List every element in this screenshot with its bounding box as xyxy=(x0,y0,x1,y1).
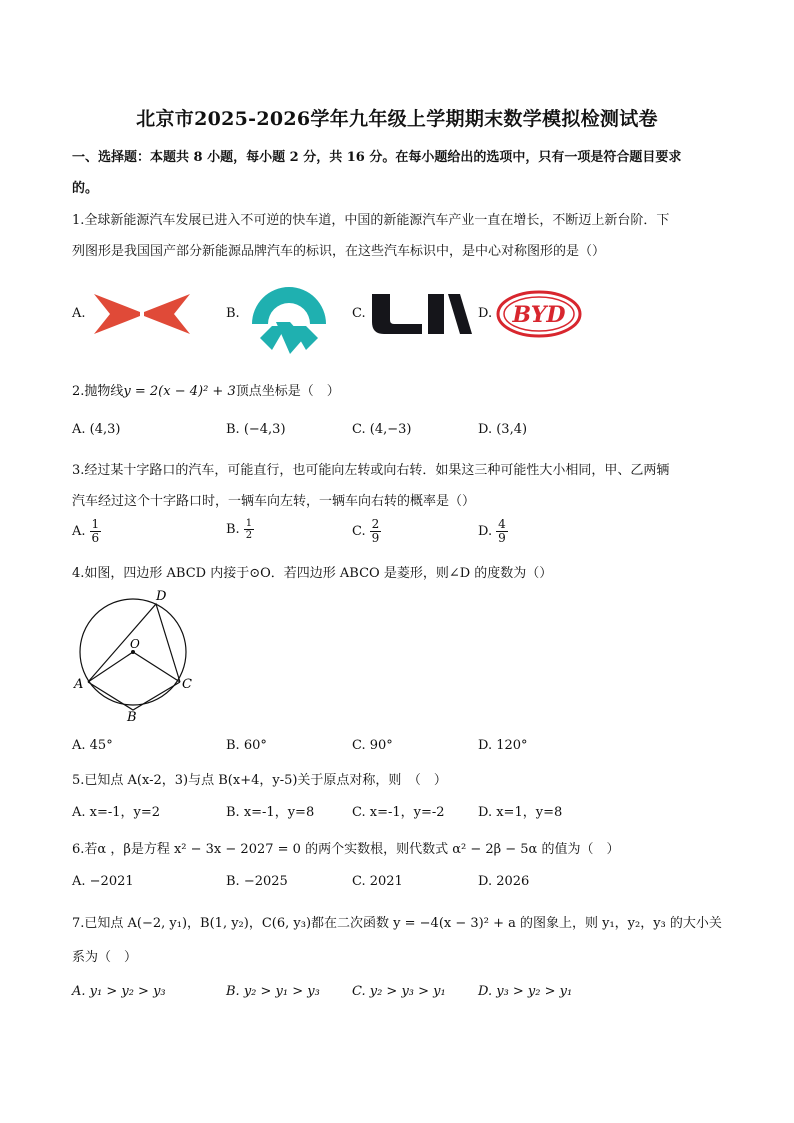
q3-b-denominator: 2 xyxy=(245,530,253,541)
q3-a-numerator: 1 xyxy=(91,517,100,531)
q7-option-a: A. y₁ > y₂ > y₃ xyxy=(72,984,166,999)
q2-suffix: 顶点坐标是（ ） xyxy=(235,384,340,399)
q1-option-c-label: C. xyxy=(352,306,366,321)
nio-logo-icon xyxy=(246,276,332,354)
q3-d-numerator: 4 xyxy=(498,517,506,531)
q2-option-a: A. (4,3) xyxy=(72,422,121,437)
q2-option-c: C. (4,−3) xyxy=(352,422,412,437)
q3-text-line1: 3.经过某十字路口的汽车，可能直行，也可能向左转或向右转．如果这三种可能性大小相同，甲、乙两辆 xyxy=(72,463,670,478)
q7-option-d: D. y₃ > y₂ > y₁ xyxy=(478,984,573,999)
q2-formula: y = 2(x − 4)² + 3 xyxy=(123,384,236,399)
q1-text-line2: 列图形是我国国产部分新能源品牌汽车的标识，在这些汽车标识中，是中心对称图形的是（） xyxy=(72,244,606,259)
lixiang-logo-icon xyxy=(370,292,474,336)
q3-text-line2: 汽车经过这个十字路口时，一辆车向左转，一辆车向右转的概率是（） xyxy=(72,494,476,509)
byd-logo-icon xyxy=(496,290,582,338)
q4-option-b: B. 60° xyxy=(226,738,267,753)
q6-option-c: C. 2021 xyxy=(352,874,403,889)
q6-text: 6.若α ，β是方程 x² − 3x − 2027 = 0 的两个实数根，则代数式 α² − 2β − 5α 的值为（ ） xyxy=(72,842,620,857)
section-heading-line2: 的。 xyxy=(72,181,99,196)
q5-option-a: A. x=-1，y=2 xyxy=(72,805,161,820)
q4-circle-diagram xyxy=(70,588,200,724)
page-title: 北京市2025-2026学年九年级上学期期末数学模拟检测试卷 xyxy=(136,108,658,130)
byd-logo-text: BYD xyxy=(512,302,566,328)
q7-option-b: B. y₂ > y₁ > y₃ xyxy=(226,984,320,999)
q3-option-b: B. $\frac{1}{2}$ xyxy=(226,518,253,541)
q3-option-d: D. $\frac{4}{9}$ xyxy=(478,517,506,545)
q3-d-denominator: 9 xyxy=(498,531,506,545)
q5-option-b: B. x=-1，y=8 xyxy=(226,805,315,820)
q4-option-c: C. 90° xyxy=(352,738,393,753)
q2-text xyxy=(72,380,340,399)
q4-option-d: D. 120° xyxy=(478,738,528,753)
xpeng-logo-icon xyxy=(92,292,192,336)
label-b: B xyxy=(127,710,137,724)
q6-option-b: B. −2025 xyxy=(226,874,288,889)
q6-option-a: A. −2021 xyxy=(72,874,134,889)
q2-option-d: D. (3,4) xyxy=(478,422,528,437)
q3-c-denominator: 9 xyxy=(371,531,380,545)
q2-prefix: 2.抛物线 xyxy=(72,384,124,399)
q1-text-line1: 1.全球新能源汽车发展已进入不可逆的快车道，中国的新能源汽车产业一直在增长，不断迈上新台阶．下 xyxy=(72,213,670,228)
q5-option-d: D. x=1，y=8 xyxy=(478,805,563,820)
q5-option-c: C. x=-1，y=-2 xyxy=(352,805,445,820)
segment-ab-bc xyxy=(88,682,180,710)
q7-text-line1: 7.已知点 A(−2, y₁)，B(1, y₂)，C(6, y₃)都在二次函数 y = −4(x − 3)² + a 的图象上，则 y₁，y₂，y₃ 的大小关 xyxy=(72,916,722,931)
q1-option-a-label: A. xyxy=(72,306,86,321)
q3-b-numerator: 1 xyxy=(245,518,253,529)
q3-option-a: A. $\frac{1}{6}$ xyxy=(72,517,100,545)
q7-text-line2: 系为（ ） xyxy=(72,950,138,965)
q3-a-denominator: 6 xyxy=(91,531,100,545)
q4-text: 4.如图，四边形 ABCD 内接于⊙O．若四边形 ABCO 是菱形，则∠D 的度数为（） xyxy=(72,566,553,581)
q3-option-c: C. $\frac{2}{9}$ xyxy=(352,517,380,545)
section-heading-line1: 一、选择题：本题共 8 小题，每小题 2 分，共 16 分。在每小题给出的选项中，只有一项是符合题目要求 xyxy=(72,150,682,165)
q4-option-a: A. 45° xyxy=(72,738,113,753)
q5-text: 5.已知点 A(x-2，3)与点 B(x+4，y-5)关于原点对称，则 （ ） xyxy=(72,773,447,788)
q1-option-b-label: B. xyxy=(226,306,240,321)
label-a: A xyxy=(74,677,84,692)
q7-option-c: C. y₂ > y₃ > y₁ xyxy=(352,984,446,999)
q6-option-d: D. 2026 xyxy=(478,874,530,889)
label-o: O xyxy=(130,637,140,651)
q3-c-numerator: 2 xyxy=(371,517,380,531)
q2-option-b: B. (−4,3) xyxy=(226,422,286,437)
label-c: C xyxy=(182,677,192,692)
label-d: D xyxy=(156,589,167,604)
q1-option-d-label: D. xyxy=(478,306,493,321)
